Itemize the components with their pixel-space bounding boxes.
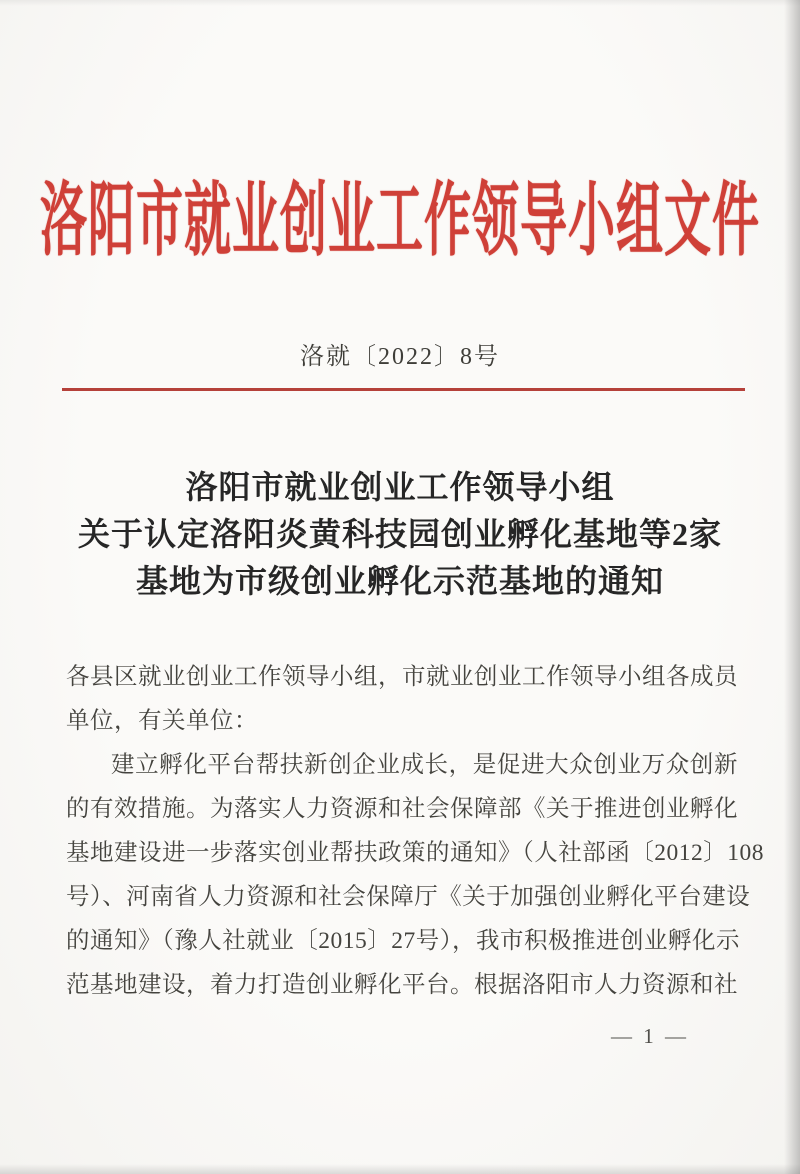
paragraph-line-2: 的有效措施。为落实人力资源和社会保障部《关于推进创业孵化 — [66, 796, 738, 822]
document-body — [66, 655, 764, 1007]
salutation-line-1: 各县区就业创业工作领导小组，市就业创业工作领导小组各成员 — [66, 664, 738, 690]
document-title-line-1: 洛阳市就业创业工作领导小组 — [185, 469, 615, 505]
document-title-line-2: 关于认定洛阳炎黄科技园创业孵化基地等2家 — [77, 516, 722, 552]
paragraph-line-4: 号）、河南省人力资源和社会保障厅《关于加强创业孵化平台建设 — [66, 884, 751, 910]
scan-shadow-bottom-edge — [0, 1164, 800, 1174]
scan-shadow-top-edge — [0, 0, 800, 6]
document-number: 洛就〔2022〕8号 — [300, 344, 500, 370]
paragraph-line-3: 基地建设进一步落实创业帮扶政策的通知》（人社部函〔2012〕108 — [66, 840, 764, 866]
page-number: — 1 — — [611, 1024, 689, 1048]
document-title — [40, 464, 760, 605]
paragraph-line-6: 范基地建设，着力打造创业孵化平台。根据洛阳市人力资源和社 — [66, 972, 738, 998]
salutation-line-2: 单位，有关单位： — [66, 708, 258, 734]
document-title-line-3: 基地为市级创业孵化示范基地的通知 — [135, 563, 664, 599]
document-issuer-title: 洛阳市就业创业工作领导小组文件 — [40, 177, 760, 267]
red-divider-line — [62, 388, 745, 391]
document-red-header — [0, 168, 800, 267]
paragraph-line-1: 建立孵化平台帮扶新创企业成长，是促进大众创业万众创新 — [111, 752, 738, 778]
paragraph-line-5: 的通知》（豫人社就业〔2015〕27号），我市积极推进创业孵化示 — [66, 928, 740, 954]
